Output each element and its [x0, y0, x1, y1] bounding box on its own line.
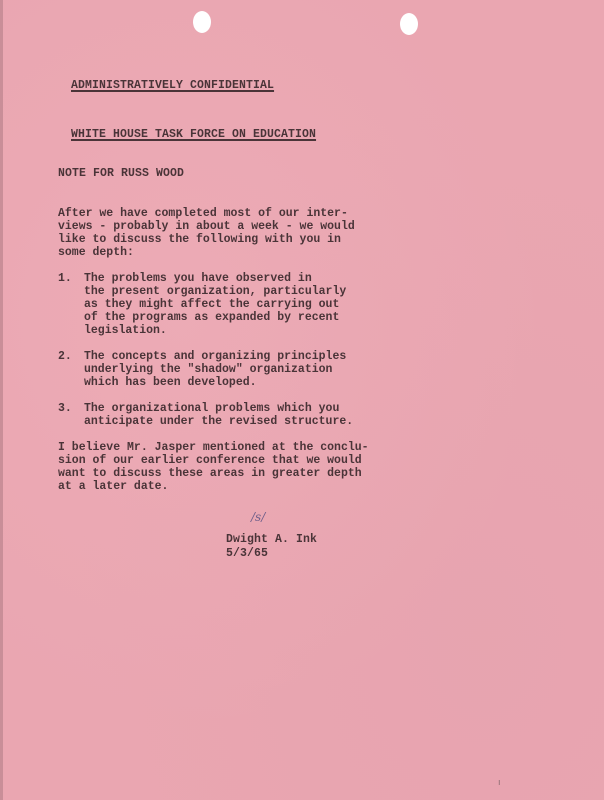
punch-hole	[193, 11, 211, 33]
list-item	[84, 402, 353, 428]
item-line: as they might affect the carrying out	[84, 298, 340, 311]
item-line: the present organization, particularly	[84, 285, 347, 298]
classification-stamp: ADMINISTRATIVELY CONFIDENTIAL	[71, 79, 275, 92]
closing-line: I believe Mr. Jasper mentioned at the conclu-	[58, 441, 369, 454]
intro-line: After we have completed most of our inter-	[58, 207, 348, 220]
item-line: The problems you have observed in	[84, 272, 312, 285]
intro-line: some depth:	[58, 246, 134, 259]
item-number: 3.	[58, 402, 72, 415]
document-heading: WHITE HOUSE TASK FORCE ON EDUCATION	[71, 128, 317, 141]
item-number: 1.	[58, 272, 72, 285]
list-item	[84, 350, 346, 389]
list-item	[84, 272, 346, 337]
item-number: 2.	[58, 350, 72, 363]
item-line: legislation.	[84, 324, 167, 337]
item-line: anticipate under the revised structure.	[84, 415, 354, 428]
pencil-mark: ı	[498, 778, 501, 788]
closing-line: sion of our earlier conference that we would	[58, 454, 362, 467]
item-line: The organizational problems which you	[84, 402, 340, 415]
item-line: which has been developed.	[84, 376, 257, 389]
paper-edge	[0, 0, 3, 800]
signer-name: Dwight A. Ink	[226, 533, 318, 546]
punch-hole	[400, 13, 418, 35]
handwritten-signature-mark: /s/	[251, 510, 266, 524]
intro-line: like to discuss the following with you in	[58, 233, 341, 246]
item-line: of the programs as expanded by recent	[84, 311, 340, 324]
note-recipient: NOTE FOR RUSS WOOD	[58, 167, 185, 180]
item-line: underlying the "shadow" organization	[84, 363, 333, 376]
closing-line: at a later date.	[58, 480, 169, 493]
item-line: The concepts and organizing principles	[84, 350, 347, 363]
intro-line: views - probably in about a week - we would	[58, 220, 355, 233]
closing-paragraph	[58, 441, 369, 493]
closing-line: want to discuss these areas in greater depth	[58, 467, 362, 480]
intro-paragraph	[58, 207, 355, 259]
signature-date: 5/3/65	[226, 547, 269, 560]
